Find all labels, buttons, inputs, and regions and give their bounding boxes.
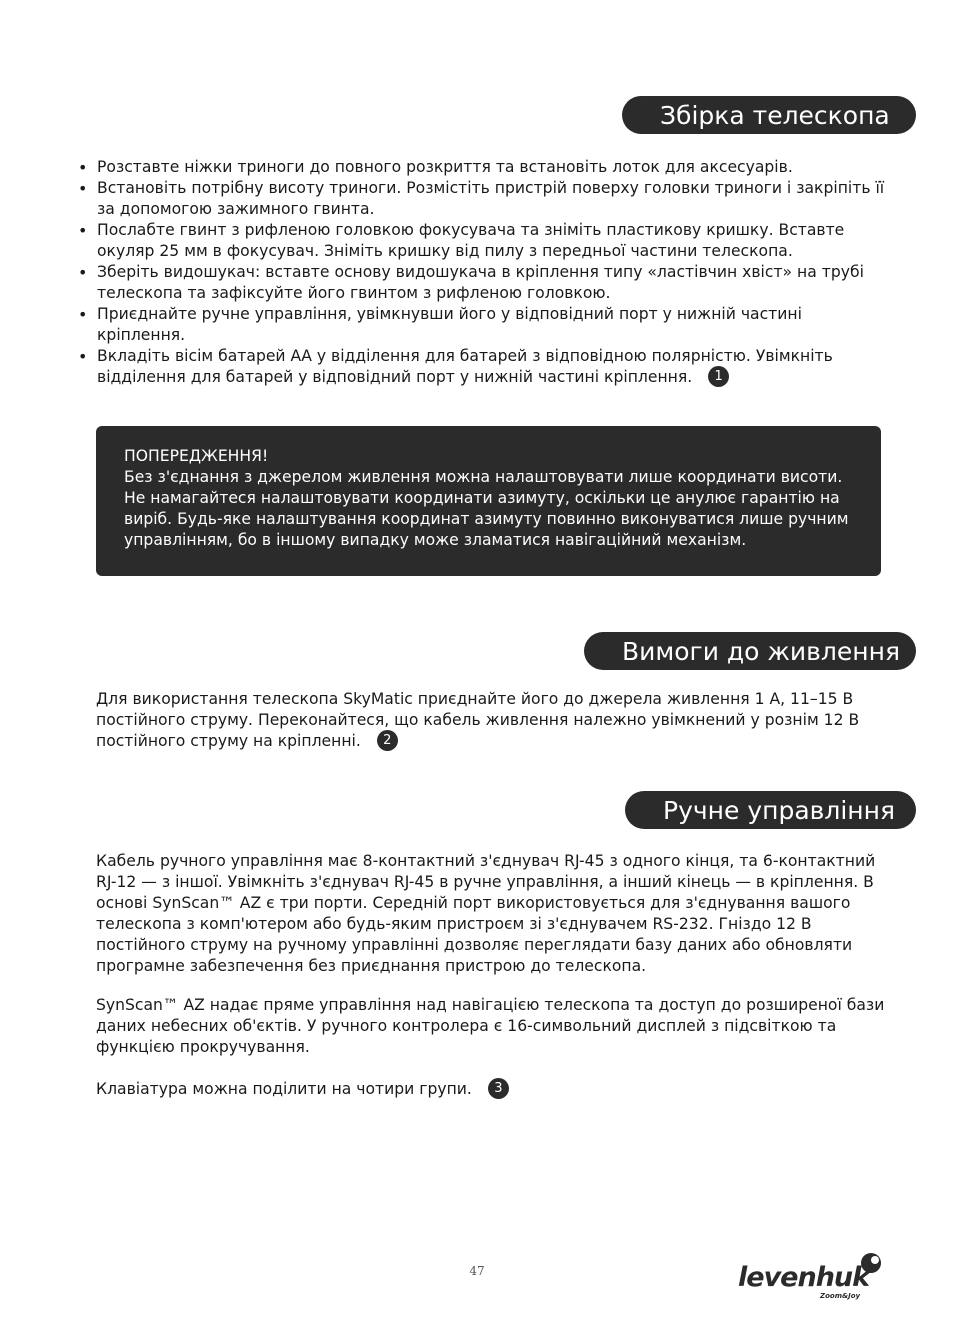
list-item: • Вкладіть вісім батарей АА у відділення для батарей з відповідною полярністю. Увімкніть відділення для батарей у відповідний порт у нижній частині кріплення. 1	[78, 346, 888, 388]
section-title-assembly	[622, 96, 916, 134]
section-title-power	[584, 632, 916, 670]
list-item: • Зберіть видошукач: вставте основу видошукача в кріплення типу «ластівчин хвіст» на трубі телескопа та зафіксуйте його гвинтом з рифленою головкою.	[78, 262, 888, 304]
hand-control-paragraph-1: Кабель ручного управління має 8-контактний з'єднувач RJ-45 з одного кінця, та 6-контактний RJ-12 — з іншої. Увімкніть з'єднувач RJ-45 в ручне управління, а інший кінець — в кріплення. В основі SynScan™ AZ є три порти. Середній порт використовується для з'єднування вашого телескопа з комп'ютером або будь-яким пристроєм зі з'єднувачем RS-232. Гніздо 12 В постійного струму на ручному управлінні дозволяє переглядати базу даних або обновляти програмне забезпечення без приєднання пристрою до телескопа.	[96, 852, 876, 975]
svg-text:levenhuk: levenhuk	[738, 1262, 870, 1293]
warning-box	[96, 426, 881, 576]
section-title-text: Ручне управління	[663, 795, 896, 825]
list-item: • Встановіть потрібну висоту триноги. Розмістіть пристрій поверху головки триноги і закріпіть її за допомогою зажимного гвинта.	[78, 178, 888, 220]
power-paragraph: Для використання телескопа SkyMatic приєднайте його до джерела живлення 1 А, 11–15 В постійного струму. Переконайтеся, що кабель живлення належно увімкнений у рознім 12 В постійного струму на кріпленні. 2	[96, 690, 860, 750]
list-item: • Розставте ніжки триноги до повного розкриття та встановіть лоток для аксесуарів.	[78, 157, 888, 178]
list-item: • Приєднайте ручне управління, увімкнувши його у відповідний порт у нижній частині кріплення.	[78, 304, 888, 346]
hand-control-paragraph-2: SynScan™ AZ надає пряме управління над навігацією телескопа та доступ до розширеної бази даних небесних об'єктів. У ручного контролера є 16-символьний дисплей з підсвіткою та функцією прокручування.	[96, 996, 885, 1056]
hand-control-paragraph-3: Клавіатура можна поділити на чотири групи. 3	[96, 1079, 896, 1100]
section-title-text: Вимоги до живлення	[622, 636, 901, 666]
section-title-text: Збірка телескопа	[660, 100, 890, 130]
section-title-hand-control	[625, 791, 916, 829]
warning-text: Без з'єднання з джерелом живлення можна налаштовувати лише координати висоти. Не намагайтеся налаштовувати координати азимуту, оскільки це анулює гарантію на виріб. Будь-яке налаштування координат азимуту повинно виконуватися лише ручним управлінням, бо в іншому випадку може зламатися навігаційний механізм.	[124, 468, 849, 549]
warning-heading: ПОПЕРЕДЖЕННЯ!	[124, 447, 269, 465]
figure-reference-badge: 3	[488, 1078, 509, 1099]
list-item: • Послабте гвинт з рифленою головкою фокусувача та зніміть пластикову кришку. Вставте окуляр 25 мм в фокусувач. Зніміть кришку від пилу з передньої частини телескопа.	[78, 220, 888, 262]
figure-reference-badge: 2	[377, 730, 398, 751]
levenhuk-logo	[736, 1250, 886, 1302]
page-number: 47	[469, 1264, 485, 1278]
svg-text:Zoom&Joy: Zoom&Joy	[820, 1292, 861, 1300]
figure-reference-badge: 1	[708, 366, 729, 387]
assembly-steps-list	[78, 157, 888, 388]
